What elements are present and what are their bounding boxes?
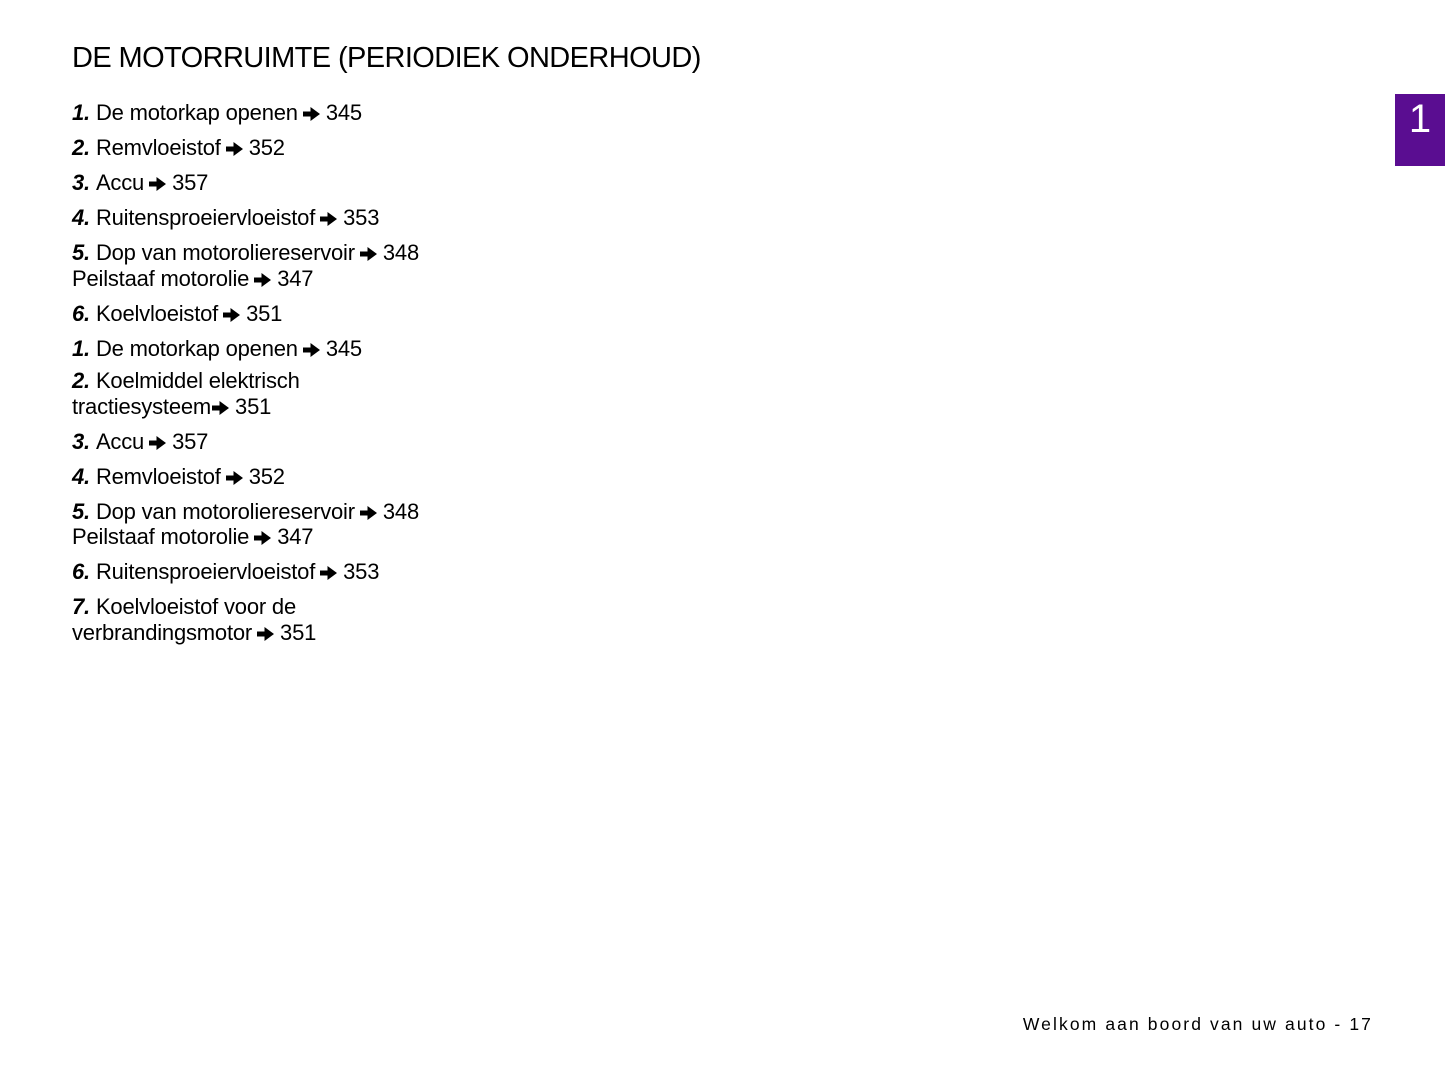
arrow-right-icon [320, 566, 337, 580]
item-text: Koelvloeistof voor de verbrandingsmotor [72, 594, 296, 645]
list-item [72, 464, 492, 490]
list-item [72, 594, 342, 645]
page-title: DE MOTORRUIMTE (PERIODIEK ONDERHOUD) [72, 42, 701, 74]
page-reference-link[interactable]: 348 [382, 498, 419, 524]
list-item [72, 559, 492, 585]
arrow-right-icon [149, 436, 166, 450]
page-reference-link[interactable]: 347 [277, 524, 314, 549]
item-number: 6. [72, 300, 90, 326]
page-reference-link[interactable]: 353 [343, 559, 380, 584]
arrow-right-icon [254, 531, 271, 545]
item-number: 1. [72, 335, 90, 361]
page-reference-link[interactable]: 347 [277, 265, 314, 291]
chapter-number: 1 [1408, 97, 1432, 141]
arrow-right-icon [212, 401, 229, 415]
page-footer: Welkom aan boord van uw auto - 17 [1022, 1014, 1373, 1034]
list-item [72, 368, 332, 419]
item-number: 4. [72, 205, 90, 230]
arrow-right-icon [303, 343, 320, 357]
item-text: Dop van motoroliereservoir [95, 498, 355, 524]
item-text: Dop van motoroliereservoir [95, 240, 355, 265]
item-text: Remvloeistof [95, 463, 221, 489]
list-item [72, 205, 492, 231]
arrow-right-icon [149, 177, 166, 191]
arrow-right-icon [360, 506, 377, 520]
list-item [72, 100, 492, 126]
arrow-right-icon [303, 107, 320, 121]
page-reference-link[interactable]: 352 [248, 135, 285, 160]
list-item [72, 301, 492, 327]
arrow-right-icon [360, 247, 377, 261]
item-number: 7. [72, 594, 90, 619]
item-number: 5. [72, 240, 90, 265]
list-item [72, 135, 492, 161]
item-number: 1. [72, 100, 90, 125]
item-text: Koelvloeistof [95, 300, 219, 326]
arrow-right-icon [320, 212, 337, 226]
arrow-right-icon [223, 308, 240, 322]
list-item [72, 499, 492, 550]
item-number: 2. [72, 135, 90, 160]
item-number: 5. [72, 498, 90, 524]
arrow-right-icon [226, 471, 243, 485]
item-text: Accu [95, 428, 145, 454]
item-text-secondary: Peilstaaf motorolie [72, 265, 250, 291]
page-reference-link[interactable]: 357 [172, 428, 209, 454]
list-item [72, 336, 492, 362]
arrow-right-icon [226, 142, 243, 156]
item-number: 4. [72, 463, 90, 489]
page-reference-link[interactable]: 357 [172, 170, 209, 195]
page-reference-link[interactable]: 351 [235, 393, 272, 419]
arrow-right-icon [257, 627, 274, 641]
item-text: De motorkap openen [95, 100, 298, 125]
arrow-right-icon [254, 273, 271, 287]
item-text: Koelmiddel elektrisch tractiesysteem [72, 368, 300, 419]
item-text-secondary: Peilstaaf motorolie [72, 524, 250, 549]
item-text: Ruitensproeiervloeistof [95, 205, 316, 230]
item-number: 2. [72, 368, 90, 393]
page-reference-link[interactable]: 351 [280, 619, 317, 645]
item-text: Ruitensproeiervloeistof [95, 559, 316, 584]
item-text: Remvloeistof [95, 135, 221, 160]
item-number: 3. [72, 170, 90, 195]
page-reference-link[interactable]: 345 [325, 335, 362, 361]
item-number: 3. [72, 428, 90, 454]
page-reference-link[interactable]: 348 [382, 240, 419, 265]
maintenance-item-list [72, 100, 492, 655]
list-item [72, 240, 492, 291]
item-number: 6. [72, 559, 90, 584]
item-text: Accu [95, 170, 145, 195]
page-reference-link[interactable]: 345 [325, 100, 362, 125]
page-reference-link[interactable]: 353 [343, 205, 380, 230]
list-item [72, 429, 492, 455]
page-reference-link[interactable]: 351 [246, 300, 283, 326]
chapter-tab[interactable] [1395, 94, 1445, 166]
item-text: De motorkap openen [95, 335, 298, 361]
list-item [72, 170, 492, 196]
page-reference-link[interactable]: 352 [248, 463, 285, 489]
